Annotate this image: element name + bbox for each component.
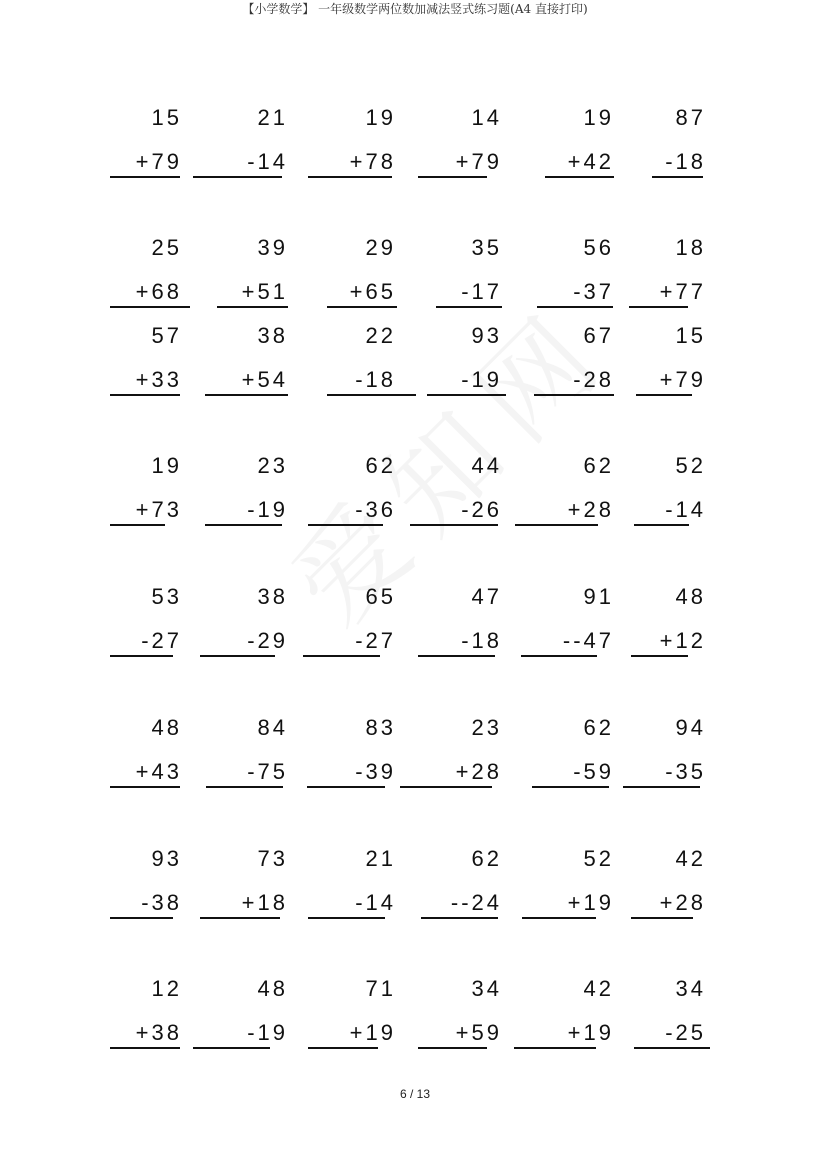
problem-top-number: 19: [365, 105, 396, 130]
problem-bottom-operand: -26: [461, 497, 502, 522]
answer-line: [110, 786, 180, 788]
problem-top-number: 34: [675, 976, 706, 1001]
answer-line: [634, 1047, 710, 1049]
problem-top-number: 38: [257, 584, 288, 609]
problem-top-number: 65: [365, 584, 396, 609]
problem-top-number: 62: [583, 715, 614, 740]
problem-bottom-operand: +42: [567, 149, 614, 174]
problem-top-number: 48: [675, 584, 706, 609]
answer-line: [308, 524, 383, 526]
problem-bottom-operand: +54: [241, 367, 288, 392]
answer-line: [421, 917, 498, 919]
answer-line: [418, 1047, 487, 1049]
problem-top-number: 71: [365, 976, 396, 1001]
problem-bottom-operand: -27: [355, 628, 396, 653]
problem-top-number: 39: [257, 235, 288, 260]
problem-top-number: 62: [583, 453, 614, 478]
problem-top-number: 19: [151, 453, 182, 478]
problem-bottom-operand: -36: [355, 497, 396, 522]
answer-line: [418, 176, 487, 178]
answer-line: [427, 394, 506, 396]
problem-bottom-operand: -37: [573, 279, 614, 304]
problem-top-number: 53: [151, 584, 182, 609]
problem-top-number: 62: [471, 846, 502, 871]
answer-line: [537, 306, 613, 308]
problem-bottom-operand: -14: [247, 149, 288, 174]
problem-bottom-operand: +59: [455, 1020, 502, 1045]
problem-bottom-operand: +33: [135, 367, 182, 392]
watermark-text: [268, 279, 634, 648]
problem-top-number: 38: [257, 323, 288, 348]
problem-top-number: 34: [471, 976, 502, 1001]
problem-bottom-operand: -18: [355, 367, 396, 392]
problem-bottom-operand: +28: [455, 759, 502, 784]
problem-bottom-operand: +79: [135, 149, 182, 174]
problem-bottom-operand: +19: [349, 1020, 396, 1045]
problem-bottom-operand: +12: [659, 628, 706, 653]
problem-top-number: 48: [257, 976, 288, 1001]
problem-bottom-operand: -18: [461, 628, 502, 653]
page-number: 6 / 13: [399, 1087, 431, 1101]
problem-bottom-operand: -39: [355, 759, 396, 784]
problem-bottom-operand: -14: [355, 890, 396, 915]
problem-bottom-operand: -25: [665, 1020, 706, 1045]
problem-bottom-operand: +18: [241, 890, 288, 915]
answer-line: [436, 306, 502, 308]
problem-bottom-operand: +19: [567, 1020, 614, 1045]
answer-line: [110, 524, 165, 526]
problem-top-number: 91: [583, 584, 614, 609]
problem-top-number: 93: [471, 323, 502, 348]
problem-top-number: 52: [675, 453, 706, 478]
answer-line: [418, 655, 495, 657]
problem-top-number: 12: [151, 976, 182, 1001]
problem-bottom-operand: +78: [349, 149, 396, 174]
problem-top-number: 14: [471, 105, 502, 130]
problem-bottom-operand: +19: [567, 890, 614, 915]
problem-top-number: 19: [583, 105, 614, 130]
answer-line: [206, 786, 283, 788]
problem-bottom-operand: +77: [659, 279, 706, 304]
problem-top-number: 29: [365, 235, 396, 260]
problem-bottom-operand: +43: [135, 759, 182, 784]
answer-line: [110, 176, 180, 178]
problem-top-number: 93: [151, 846, 182, 871]
problem-bottom-operand: -19: [247, 497, 288, 522]
problem-bottom-operand: +38: [135, 1020, 182, 1045]
problem-bottom-operand: -59: [573, 759, 614, 784]
answer-line: [623, 786, 700, 788]
problem-top-number: 62: [365, 453, 396, 478]
problem-top-number: 48: [151, 715, 182, 740]
answer-line: [110, 306, 190, 308]
answer-line: [532, 786, 609, 788]
problem-bottom-operand: -27: [141, 628, 182, 653]
answer-line: [629, 306, 688, 308]
problem-top-number: 67: [583, 323, 614, 348]
problem-top-number: 52: [583, 846, 614, 871]
problem-top-number: 35: [471, 235, 502, 260]
problem-top-number: 57: [151, 323, 182, 348]
answer-line: [308, 176, 392, 178]
problem-bottom-operand: -18: [665, 149, 706, 174]
answer-line: [400, 786, 492, 788]
answer-line: [200, 655, 275, 657]
problem-bottom-operand: -29: [247, 628, 288, 653]
problem-bottom-operand: +28: [567, 497, 614, 522]
answer-line: [545, 176, 614, 178]
problem-top-number: 23: [471, 715, 502, 740]
problem-top-number: 21: [365, 846, 396, 871]
answer-line: [514, 1047, 596, 1049]
answer-line: [193, 1047, 270, 1049]
problem-top-number: 21: [257, 105, 288, 130]
answer-line: [303, 655, 380, 657]
problem-bottom-operand: -19: [461, 367, 502, 392]
watermark: [251, 265, 638, 652]
problem-bottom-operand: +68: [135, 279, 182, 304]
problem-top-number: 44: [471, 453, 502, 478]
answer-line: [200, 917, 280, 919]
answer-line: [631, 917, 693, 919]
problem-top-number: 15: [151, 105, 182, 130]
answer-line: [307, 786, 385, 788]
problem-top-number: 18: [675, 235, 706, 260]
problem-top-number: 83: [365, 715, 396, 740]
answer-line: [193, 176, 282, 178]
page-header: 【小学数学】 一年级数学两位数加减法竖式练习题(A4 直接打印): [242, 2, 588, 16]
problem-top-number: 73: [257, 846, 288, 871]
answer-line: [308, 917, 385, 919]
answer-line: [327, 306, 397, 308]
problem-top-number: 25: [151, 235, 182, 260]
problem-bottom-operand: +73: [135, 497, 182, 522]
answer-line: [522, 917, 596, 919]
problem-bottom-operand: +79: [659, 367, 706, 392]
answer-line: [410, 524, 498, 526]
problem-bottom-operand: -17: [461, 279, 502, 304]
problem-bottom-operand: -19: [247, 1020, 288, 1045]
problem-top-number: 56: [583, 235, 614, 260]
problem-top-number: 42: [583, 976, 614, 1001]
answer-line: [110, 394, 180, 396]
problem-bottom-operand: +79: [455, 149, 502, 174]
answer-line: [634, 524, 689, 526]
problem-bottom-operand: +28: [659, 890, 706, 915]
problem-top-number: 84: [257, 715, 288, 740]
answer-line: [652, 176, 703, 178]
problem-bottom-operand: -14: [665, 497, 706, 522]
problem-bottom-operand: +65: [349, 279, 396, 304]
answer-line: [205, 394, 288, 396]
answer-line: [217, 306, 288, 308]
problem-top-number: 47: [471, 584, 502, 609]
problem-top-number: 87: [675, 105, 706, 130]
answer-line: [515, 524, 598, 526]
problem-bottom-operand: --47: [562, 628, 614, 653]
problem-top-number: 15: [675, 323, 706, 348]
problem-top-number: 94: [675, 715, 706, 740]
answer-line: [636, 394, 692, 396]
answer-line: [205, 524, 282, 526]
answer-line: [110, 917, 173, 919]
answer-line: [521, 655, 597, 657]
problem-bottom-operand: --24: [450, 890, 502, 915]
answer-line: [308, 1047, 378, 1049]
answer-line: [110, 655, 173, 657]
problem-top-number: 22: [365, 323, 396, 348]
problem-bottom-operand: -35: [665, 759, 706, 784]
answer-line: [327, 394, 416, 396]
problem-top-number: 23: [257, 453, 288, 478]
answer-line: [631, 655, 688, 657]
problem-bottom-operand: -75: [247, 759, 288, 784]
problem-bottom-operand: -38: [141, 890, 182, 915]
answer-line: [110, 1047, 180, 1049]
problem-bottom-operand: -28: [573, 367, 614, 392]
answer-line: [534, 394, 614, 396]
problem-top-number: 42: [675, 846, 706, 871]
problem-bottom-operand: +51: [241, 279, 288, 304]
